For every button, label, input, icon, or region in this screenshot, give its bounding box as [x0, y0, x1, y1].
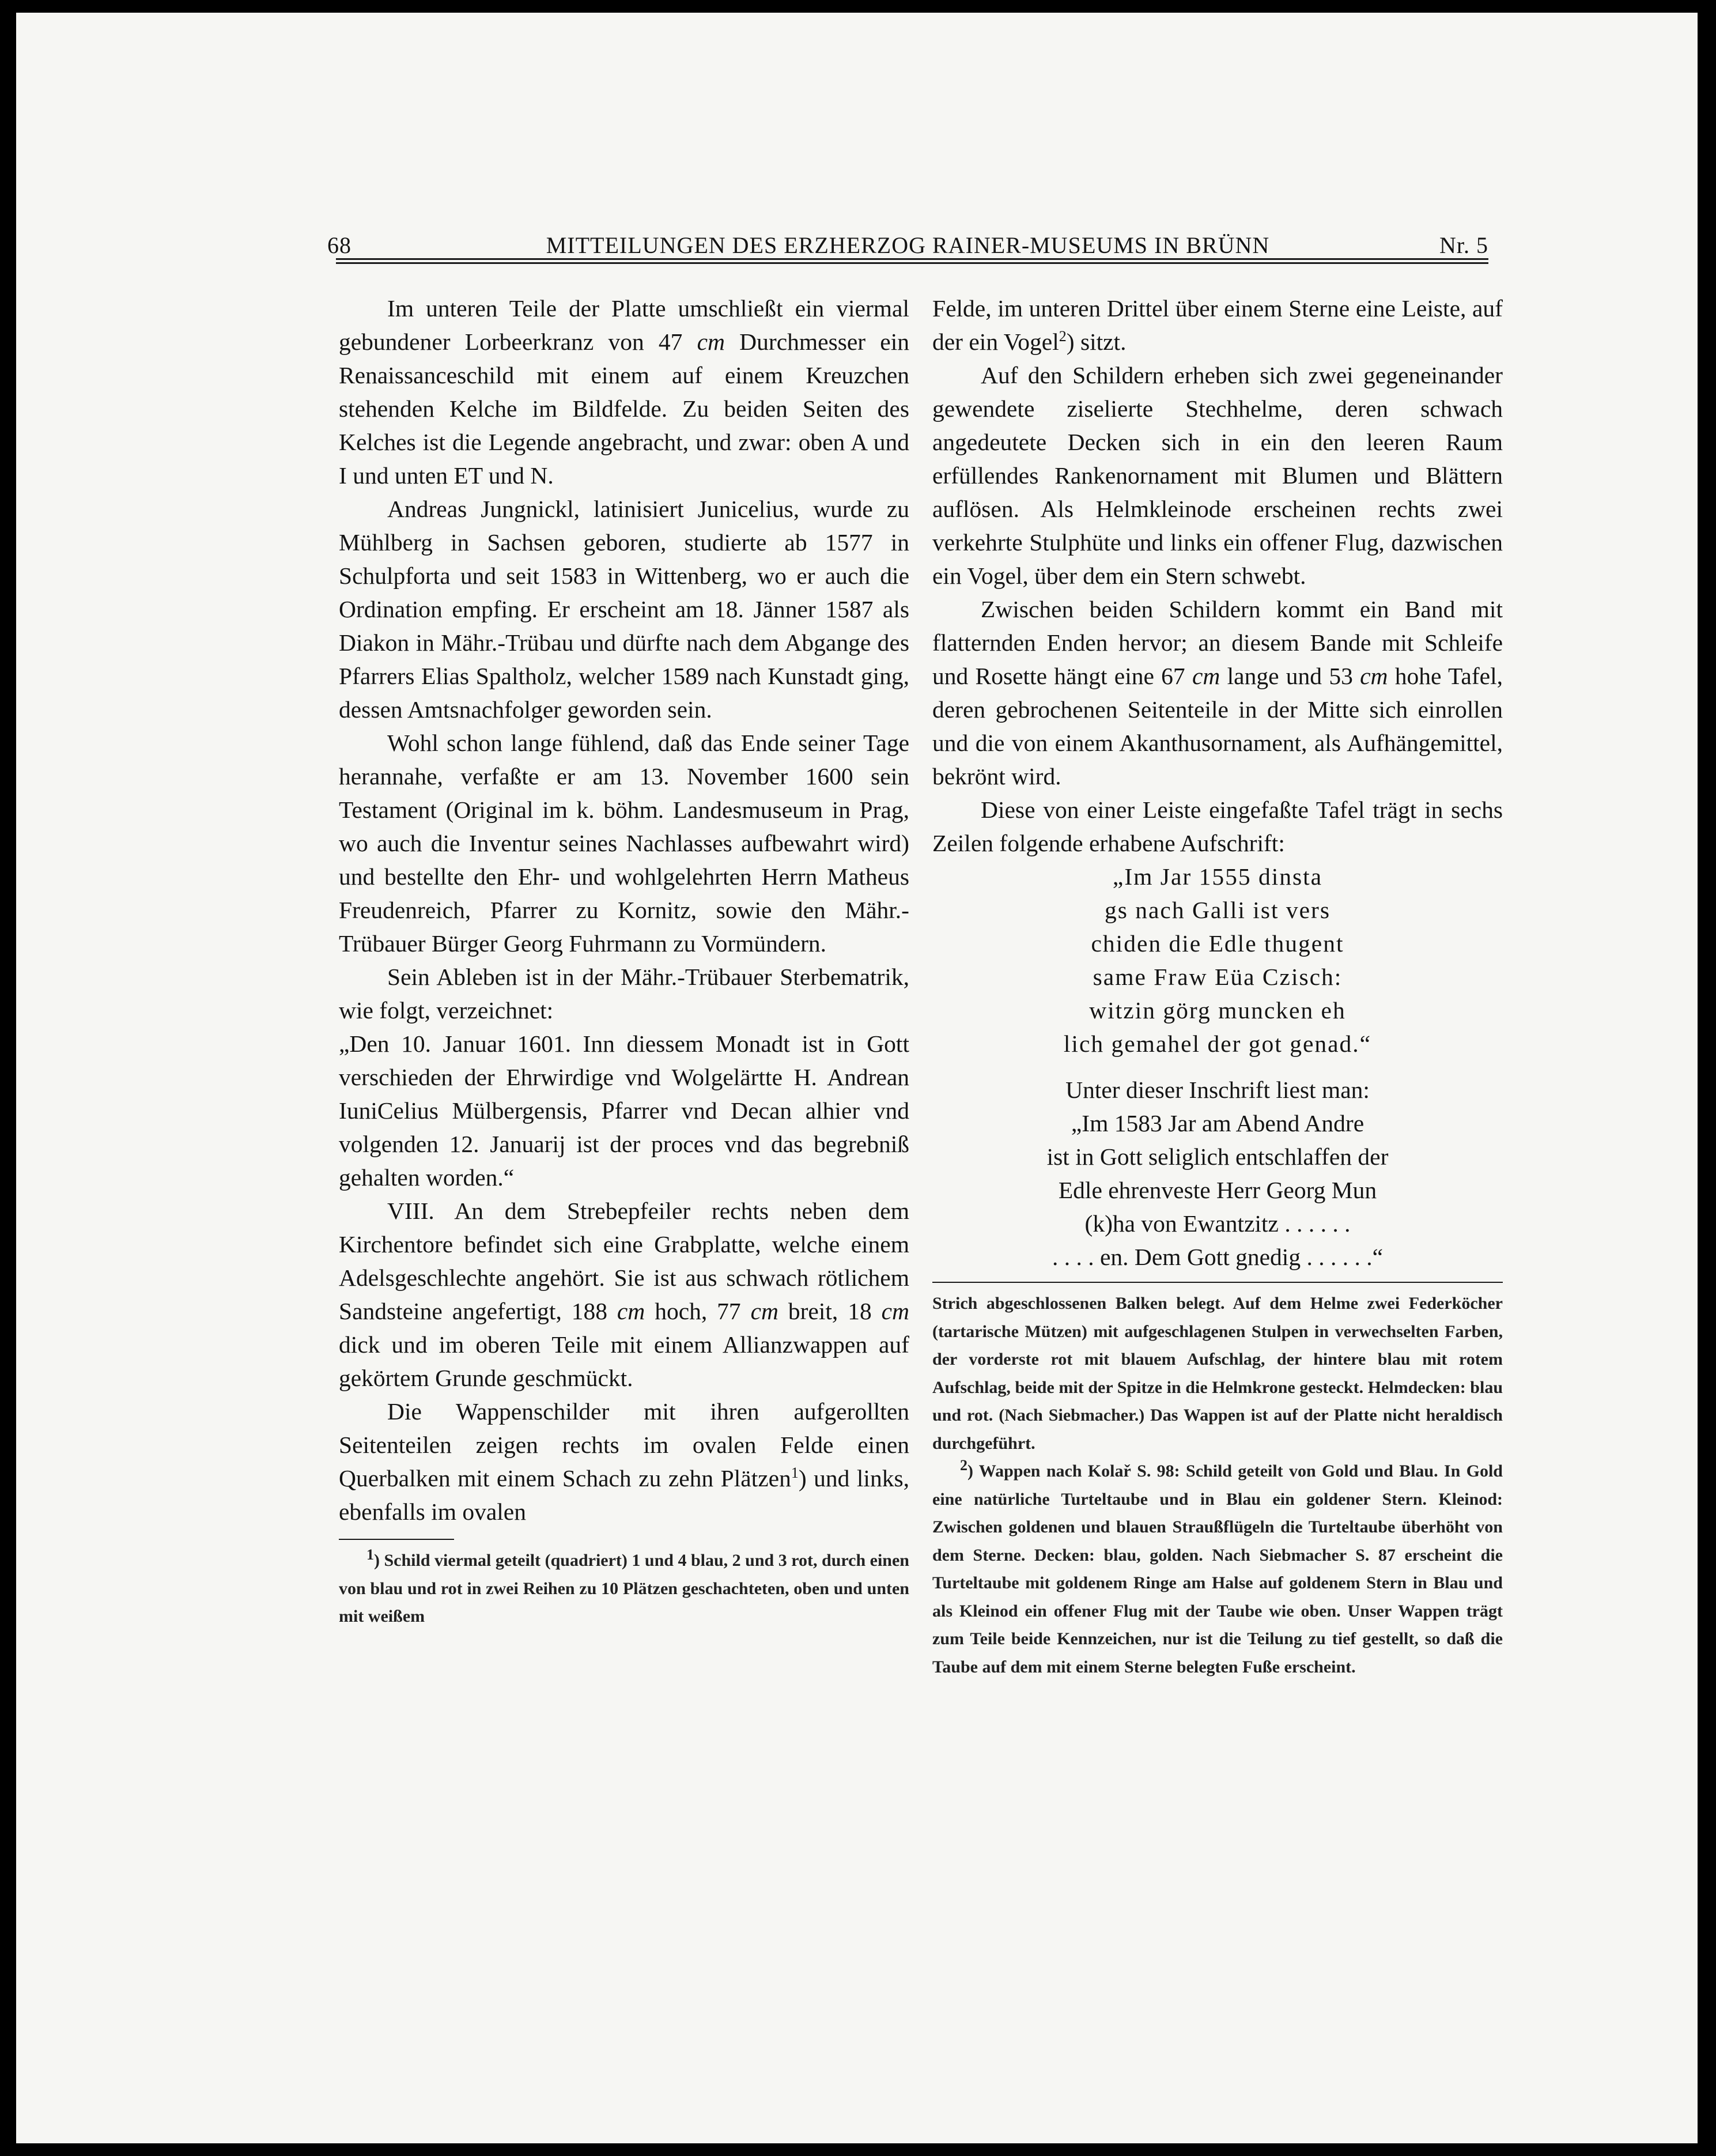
footnote-separator: [339, 1539, 454, 1540]
page-number: 68: [327, 232, 351, 258]
footnote-separator: [932, 1282, 1503, 1283]
page-sheet: [16, 13, 1698, 2143]
footnote-ref: 2: [1059, 328, 1067, 345]
paragraph: Diese von einer Leiste eingefaßte Tafel trägt in sechs Zeilen folgende erhabene Aufschrift:: [932, 796, 1503, 856]
paragraph: Die Wappenschilder mit ihren aufgerollten Seitenteilen zeigen rechts im ovalen Felde einen Querbalken mit einem Schach zu zehn Plätzen$^1$) und links, ebenfalls im ovalen: [339, 1398, 909, 1525]
paragraph: Felde, im unteren Drittel über einem Sterne eine Leiste, auf der ein Vogel$^2$) sitzt.: [932, 295, 1503, 355]
left-column: [339, 292, 909, 1631]
inscription-2: „Im 1583 Jar am Abend Andre ist in Gott seliglich entschlaffen der Edle ehrenveste Herr Georg Mun (k)ha von Ewantzitz . . . . . . . . . . en. Dem Gott gnedig . . . . . .“: [1046, 1110, 1389, 1270]
footnote: $^2$) Wappen nach Kolař S. 98: Schild geteilt von Gold und Blau. In Gold eine natürliche Turteltaube und in Blau ein goldener Stern. Kleinod: Zwischen goldenen und blauen Straußflügeln die Turteltaube überhöht von dem Sterne. Decken: blau, golden. Nach Siebmacher S. 87 erscheint die Turteltaube mit goldenem Ringe am Halse auf goldenem Stern in Blau und als Kleinod ein offener Flug mit der Taube wie oben. Unser Wappen trägt zum Teile beide Kennzeichen, nur ist die Teilung zu tief gestellt, so daß die Taube auf dem mit einem Sterne belegten Fuße erscheint.: [932, 1457, 1503, 1677]
paragraph: Auf den Schildern erheben sich zwei gegeneinander gewendete ziselierte Stechhelme, deren schwach angedeutete Decken sich in ein den leeren Raum erfüllendes Rankenornament mit Blumen und Blättern auflösen. Als Helmkleinode erscheinen rechts zwei verkehrte Stulphüte und links ein offener Flug, dazwischen ein Vogel, über dem ein Stern schwebt.: [932, 362, 1503, 589]
footnotes: [339, 1547, 909, 1631]
paragraph: Unter dieser Inschrift liest man:: [1065, 1077, 1370, 1103]
inscription-1: „Im Jar 1555 dinsta gs nach Galli ist vers chiden die Edle thugent same Fraw Eüa Czisch: witzin görg muncken eh lich gemahel der got genad.“: [1063, 863, 1372, 1057]
paragraph: Sein Ableben ist in der Mähr.-Trübauer Sterbematrik, wie folgt, verzeichnet:: [339, 964, 909, 1024]
issue-number: Nr. 5: [1439, 232, 1488, 258]
footnotes: [932, 1290, 1503, 1681]
paragraph: Andreas Jungnickl, latinisiert Junicelius, wurde zu Mühlberg in Sachsen geboren, studierte ab 1577 in Schulpforta und seit 1583 in Wittenberg, wo er auch die Ordination empfing. Er erscheint am 18. Jänner 1587 als Diakon in Mähr.-Trübau und dürfte nach dem Abgange des Pfarrers Elias Spaltholz, welcher 1589 nach Kunstadt ging, dessen Amtsnachfolger geworden sein.: [339, 496, 909, 723]
paragraph: VIII. An dem Strebepfeiler rechts neben dem Kirchentore befindet sich eine Grabplatte, welche einem Adelsgeschlechte angehört. Sie ist aus schwach rötlichem Sandsteine angefertigt, 188 cm hoch, 77 cm breit, 18 cm dick und im oberen Teile mit einem Allianzwappen auf gekörtem Grunde geschmückt.: [339, 1198, 909, 1391]
paragraph: Im unteren Teile der Platte umschließt ein viermal gebundener Lorbeerkranz von 47 cm Durchmesser ein Renaissanceschild mit einem auf einem Kreuzchen stehenden Kelche im Bildfelde. Zu beiden Seiten des Kelches ist die Legende angebracht, und zwar: oben A und I und unten ET und N.: [339, 295, 909, 489]
footnote: $^1$) Schild viermal geteilt (quadriert) 1 und 4 blau, 2 und 3 rot, durch einen von blau und rot in zwei Reihen zu 10 Plätzen geschachteten, oben und unten mit weißem: [339, 1546, 909, 1626]
footnote-ref: 1: [791, 1464, 799, 1482]
paragraph: Zwischen beiden Schildern kommt ein Band mit flatternden Enden hervor; an diesem Bande mit Schleife und Rosette hängt eine 67 cm lange und 53 cm hohe Tafel, deren gebrochenen Seitenteile in der Mitte sich einrollen und die von einem Akanthusornament, als Aufhängemittel, bekrönt wird.: [932, 596, 1503, 790]
journal-title: MITTEILUNGEN DES ERZHERZOG RAINER-MUSEUMS IN BRÜNN: [546, 232, 1270, 258]
header-rule-bottom: [336, 262, 1488, 264]
footnote-continuation: Strich abgeschlossenen Balken belegt. Auf dem Helme zwei Federköcher (tartarische Mützen) mit aufgeschlagenen Stulpen in verwechselten Farben, der vorderste rot mit blauem Aufschlag, der hintere blau mit rotem Aufschlag, beide mit der Spitze in die Helmkrone gesteckt. Helmdecken: blau und rot. (Nach Siebmacher.) Das Wappen ist auf der Platte nicht heraldisch durchgeführt.: [932, 1294, 1503, 1453]
right-column: [932, 292, 1503, 1681]
header-rule-top: [336, 258, 1488, 260]
block-quote: „Den 10. Januar 1601. Inn diessem Monadt ist in Gott verschieden der Ehrwirdige vnd Wolgelärtte H. Andrean IuniCelius Mülbergensis, Pfarrer vnd Decan alhier vnd volgenden 12. Januarij ist der proces vnd das begrebniß gehalten worden.“: [339, 1030, 909, 1191]
paragraph: Wohl schon lange fühlend, daß das Ende seiner Tage herannahe, verfaßte er am 13. November 1600 sein Testament (Original im k. böhm. Landesmuseum in Prag, wo auch die Inventur seines Nachlasses aufbewahrt wird) und bestellte den Ehr- und wohlgelehrten Herrn Matheus Freudenreich, Pfarrer zu Kornitz, sowie den Mähr.-Trübauer Bürger Georg Fuhrmann zu Vormündern.: [339, 730, 909, 957]
